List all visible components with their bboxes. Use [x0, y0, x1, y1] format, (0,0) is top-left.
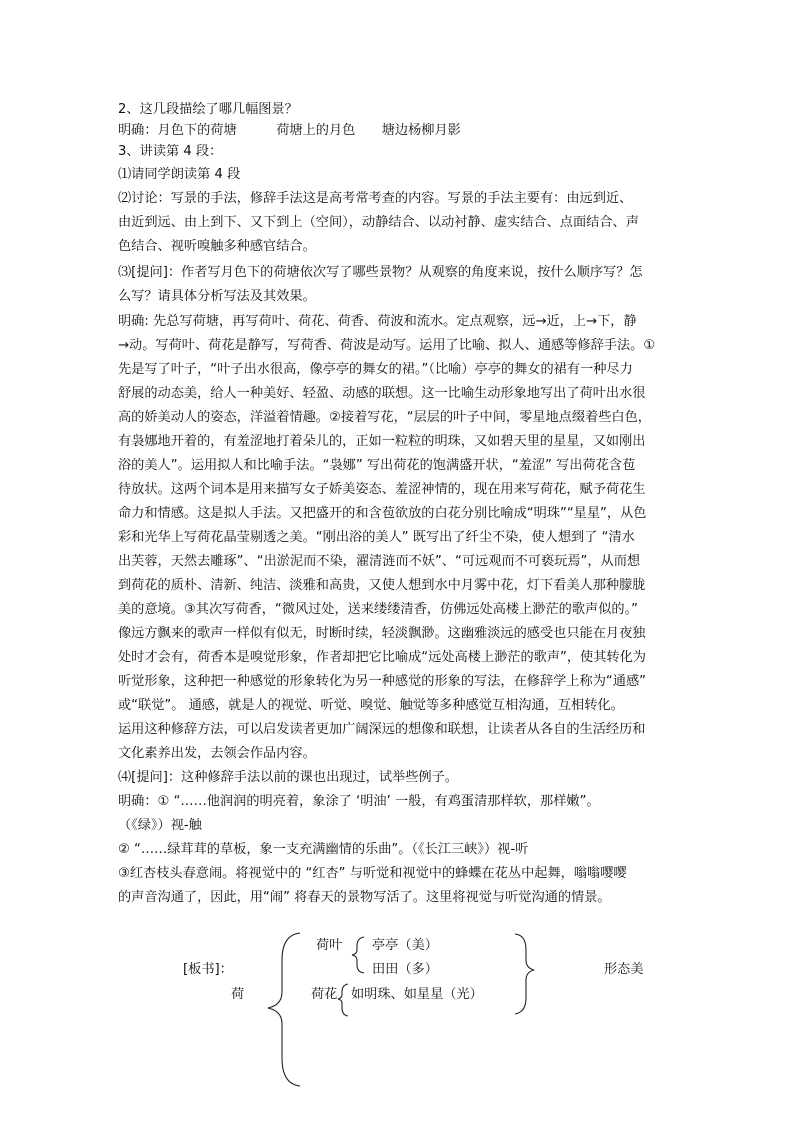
explanation-line: 先是写了叶子，“叶子出水很高，像亭亭的舞女的裙。”（比喻）亭亭的舞女的裙有一种尽力 — [118, 362, 633, 377]
explanation-line: 彩和光华上写荷花晶莹剔透之美。“刚出浴的美人” 既写出了纤尘不染，使人想到了 “清水 — [118, 530, 635, 545]
explanation-line: 浴的美人”。运用拟人和比喻手法。“袅娜” 写出荷花的饱满盛开状，“羞涩” 写出荷花含苞 — [118, 458, 636, 473]
explanation-line: 待放状。这两个词本是用来描写女子娇美姿态、羞涩神情的，现在用来写荷花，赋予荷花生 — [118, 482, 646, 497]
left-brace-leaf — [352, 937, 364, 973]
left-brace-large — [268, 933, 300, 1086]
example-2: ② “……绿茸茸的草板，象一支充满幽情的乐曲”。（《长江三峡》）视-听 — [118, 842, 529, 857]
right-brace — [515, 934, 534, 1014]
explanation-line: 命力和情感。这是拟人手法。又把盛开的和含苞欲放的白花分别比喻成“明珠”“星星”，从色 — [118, 506, 647, 521]
example-3-line-2: 的声音沟通了，因此，用“闹” 将春天的景物写活了。这里将视觉与听觉沟通的情景。 — [118, 890, 611, 905]
example-1-source: （《绿》）视-触 — [118, 818, 202, 833]
example-1: 明确：① “……他润润的明亮着，象涂了 ‘明油’ 一般，有鸡蛋清那样软，那样嫩”。 — [118, 794, 600, 809]
explanation-line: 像远方飘来的歌声一样似有似无，时断时续，轻淡飘渺。这幽雅淡远的感受也只能在月夜独 — [118, 626, 646, 641]
explanation-line: 有袅娜地开着的，有羞涩地打着朵儿的，正如一粒粒的明珠，又如碧天里的星星，又如刚出 — [118, 434, 646, 449]
explanation-line: 高的娇美动人的姿态，洋溢着情趣。②接着写花，“层层的叶子中间，零星地点缀着些白色， — [118, 410, 651, 425]
explanation-line: 处时才会有，荷香本是嗅觉形象，作者却把它比喻成“远处高楼上渺茫的歌声”，使其转化为 — [118, 650, 646, 665]
explanation-line: 运用这种修辞方法，可以启发读者更加广阔深远的想像和联想，让读者从各自的生活经历和 — [118, 722, 646, 737]
item-2-line-3: 色结合、视听嗅触多种感官结合。 — [118, 239, 316, 254]
board-leaf-a: 亭亭（美） — [372, 938, 438, 953]
board-result: 形态美 — [604, 962, 644, 977]
item-4-question: ⑷[提问]：这种修辞手法以前的课也出现过，试举些例子。 — [118, 770, 458, 785]
explanation-line: 或“联觉”。 通感，就是人的视觉、听觉、嗅觉、触觉等多种感觉互相沟通，互相转化。 — [118, 698, 624, 713]
board-root: 荷 — [231, 987, 245, 1002]
explanation-line: 明确: 先总写荷塘，再写荷叶、荷花、荷香、荷波和流水。定点观察，远→近，上→下，静 — [118, 314, 637, 329]
board-leaf-b: 田田（多） — [372, 962, 438, 977]
item-2-line-2: 由近到远、由上到下、又下到上（空间），动静结合、以动衬静、虚实结合、点面结合、声 — [118, 215, 639, 230]
answer-2: 明确：月色下的荷塘 荷塘上的月色 塘边杨柳月影 — [118, 123, 461, 138]
item-3-line-2: 么写？请具体分析写法及其效果。 — [118, 289, 316, 304]
section-3-heading: 3、讲读第 4 段： — [118, 144, 223, 159]
item-3-line-1: ⑶[提问]：作者写月色下的荷塘依次写了哪些景物？从观察的角度来说，按什么顺序写？怎 — [118, 265, 643, 280]
explanation-line: 美的意境。③其次写荷香，“微风过处，送来缕缕清香，仿佛远处高楼上渺茫的歌声似的。” — [118, 602, 639, 617]
explanation-line: 出芙蓉，天然去雕琢”、“出淤泥而不染，濯清涟而不妖”、“可远观而不可亵玩焉”，从而想 — [118, 554, 641, 569]
board-label: [板书]： — [183, 962, 233, 977]
explanation-line: 听觉形象，这种把一种感觉的形象转化为另一种感觉的形象的写法，在修辞学上称为“通感” — [118, 674, 646, 689]
explanation-line: →动。写荷叶、荷花是静写，写荷香、荷波是动写。运用了比喻、拟人、通感等修辞手法。① — [118, 338, 656, 353]
question-2: 2、这几段描绘了哪几幅图景？ — [118, 102, 298, 117]
board-flower: 荷花 — [311, 987, 338, 1002]
example-3-line-1: ③红杏枝头春意闹。将视觉中的 “红杏” 与听觉和视觉中的蜂蝶在花丛中起舞，嗡嗡嘤嘤 — [118, 866, 627, 881]
board-leaf: 荷叶 — [316, 938, 343, 953]
explanation-line: 到荷花的质朴、清新、纯洁、淡雅和高贵，又使人想到水中月雾中花，灯下看美人那种朦胧 — [118, 578, 646, 593]
board-flower-a: 如明珠、如星星（光） — [351, 987, 483, 1002]
item-2-line-1: ⑵讨论：写景的手法，修辞手法这是高考常考查的内容。写景的手法主要有：由远到近、 — [118, 191, 633, 206]
left-brace-flower — [338, 984, 348, 1016]
explanation-line: 舒展的动态美，给人一种美好、轻盈、动感的联想。这一比喻生动形象地写出了荷叶出水很 — [118, 386, 646, 401]
explanation-line: 文化素养出发，去领会作品内容。 — [118, 746, 316, 761]
item-1: ⑴请同学朗读第 4 段 — [118, 167, 241, 182]
